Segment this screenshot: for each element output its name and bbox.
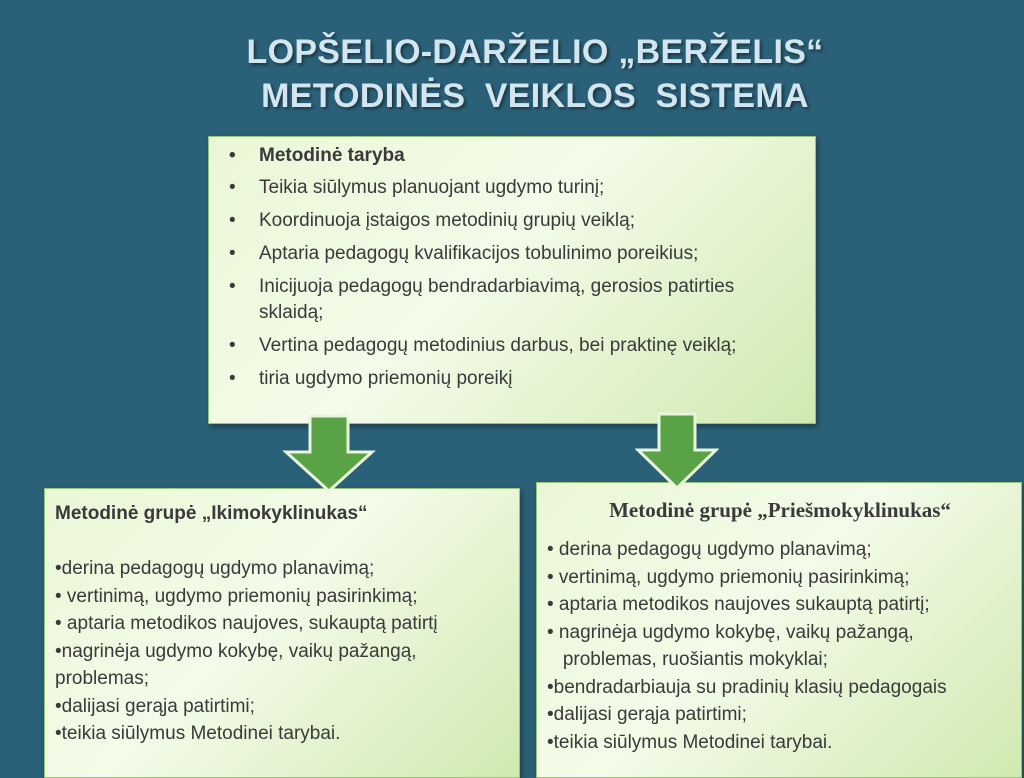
group-line: •teikia siūlymus Metodinei tarybai. xyxy=(55,723,341,744)
group-line: •teikia siūlymus Metodinei tarybai. xyxy=(547,731,833,753)
taryba-item: • Teikia siūlymus planuojant ugdymo turinį; xyxy=(227,175,803,201)
group-line: •nagrinėja ugdymo kokybę, vaikų pažangą, xyxy=(55,640,417,662)
group-line: • vertinimą, ugdymo priemonių pasirinkimą; xyxy=(55,585,418,607)
taryba-heading: • Metodinė taryba xyxy=(227,143,803,169)
priesmokyklinukas-group-box xyxy=(536,482,1022,778)
ikimokyklinukas-group-box xyxy=(44,488,520,778)
group-line: • vertinimą, ugdymo priemonių pasirinkimą; xyxy=(547,566,910,588)
down-arrow-icon-left xyxy=(282,414,376,494)
group-line: • nagrinėja ugdymo kokybę, vaikų pažangą, xyxy=(547,621,914,643)
metodine-taryba-box xyxy=(208,136,816,424)
priesmokyklinukas-list xyxy=(547,536,1013,756)
taryba-item: • Aptaria pedagogų kvalifikacijos tobulinimo poreikius; xyxy=(227,241,803,267)
group-line: •bendradarbiauja su pradinių klasių pedagogais xyxy=(547,676,947,698)
group-line: problemas; xyxy=(55,668,149,689)
group-line: • aptaria metodikos naujoves sukauptą patirtį; xyxy=(547,594,930,615)
down-arrow-icon-right xyxy=(635,412,719,492)
group-line: •dalijasi gerąja patirtimi; xyxy=(547,704,747,725)
group-line: problemas, ruošiantis mokyklai; xyxy=(547,649,828,670)
group-line: • aptaria metodikos naujoves, sukauptą patirtį xyxy=(55,613,438,634)
priesmokyklinukas-title: Metodinė grupė „Priešmokyklinukas“ xyxy=(609,498,951,522)
title-line-2: METODINĖS VEIKLOS SISTEMA xyxy=(261,77,809,115)
ikimokyklinukas-title: Metodinė grupė „Ikimokyklinukas“ xyxy=(55,503,368,524)
group-line: • derina pedagogų ugdymo planavimą; xyxy=(547,539,872,560)
group-line: •derina pedagogų ugdymo planavimą; xyxy=(55,558,375,579)
taryba-item: • Koordinuoja įstaigos metodinių grupių veiklą; xyxy=(227,208,803,234)
taryba-item: • tiria ugdymo priemonių poreikį xyxy=(227,366,803,392)
slide-title xyxy=(120,30,950,118)
group-line: •dalijasi gerąja patirtimi; xyxy=(55,695,255,717)
taryba-item: • Inicijuoja pedagogų bendradarbiavimą, gerosios patirties sklaidą; xyxy=(227,274,803,326)
title-line-1: LOPŠELIO-DARŽELIO „BERŽELIS“ xyxy=(246,33,824,71)
taryba-item: • Vertina pedagogų metodinius darbus, bei praktinę veiklą; xyxy=(227,333,803,359)
taryba-list xyxy=(227,143,803,392)
ikimokyklinukas-list xyxy=(55,555,509,748)
